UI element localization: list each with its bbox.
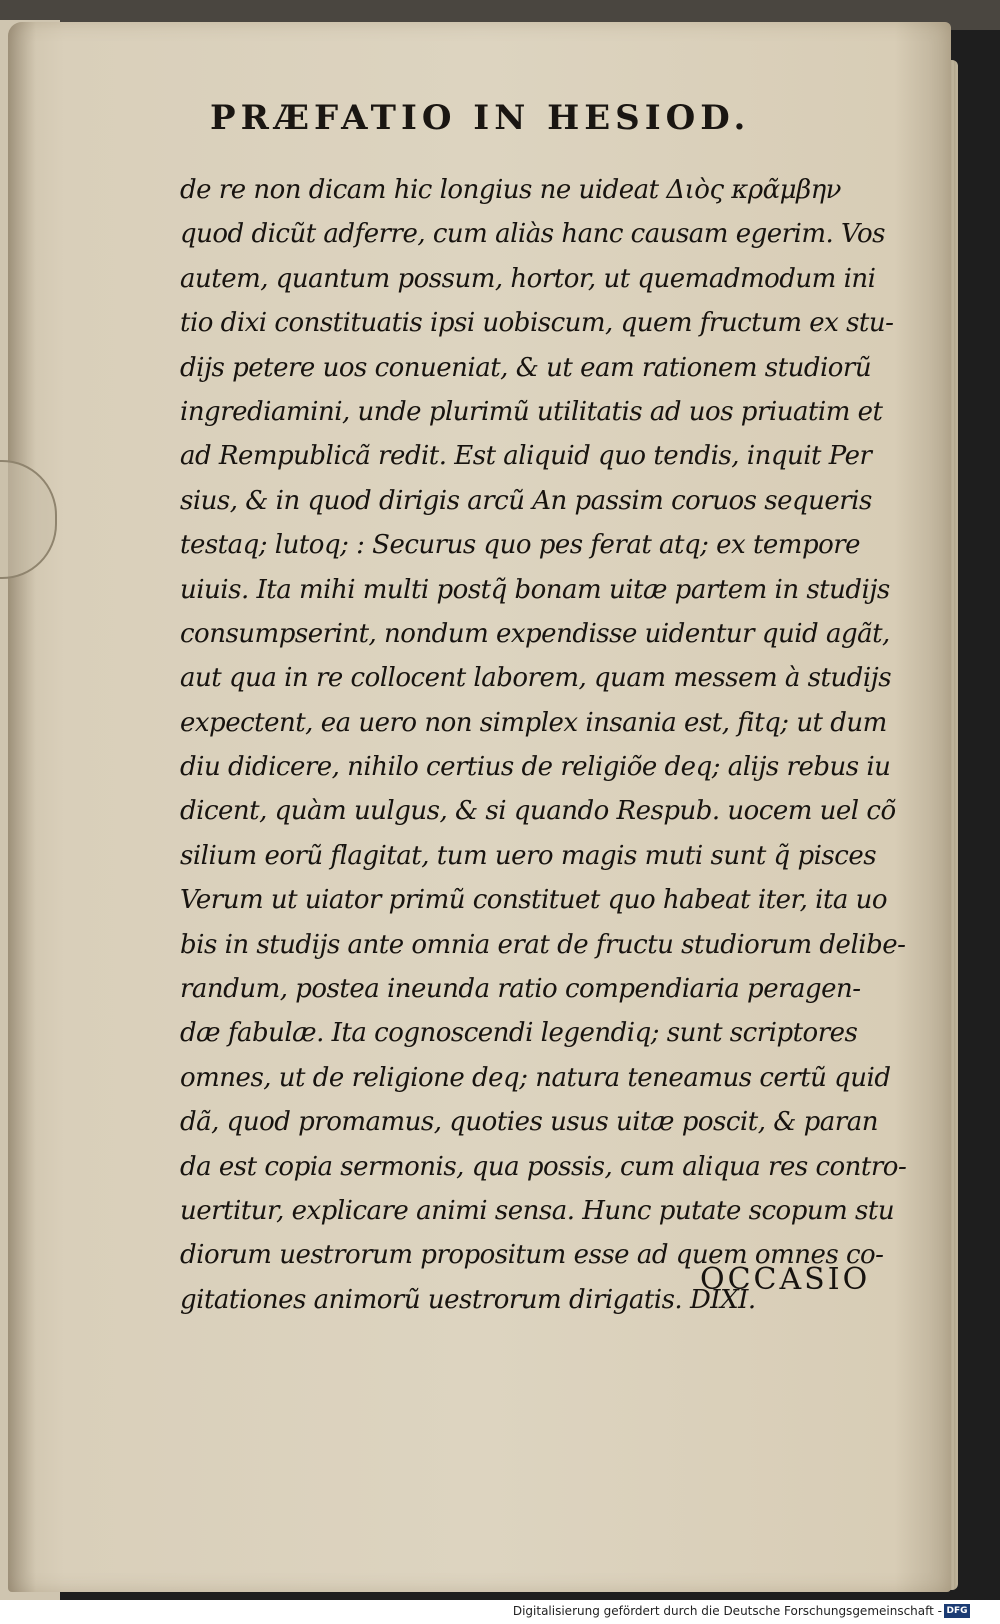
text-line: diu didicere, nihilo certius de religiõe deq; alijs rebus iu xyxy=(180,752,891,783)
text-line: da est copia sermonis, qua possis, cum aliqua res contro- xyxy=(180,1151,907,1182)
text-line: randum, postea ineunda ratio compendiaria peragen- xyxy=(180,974,861,1005)
text-line: ad Rempublicã redit. Est aliquid quo tendis, inquit Per xyxy=(180,441,872,472)
text-line: aut qua in re collocent laborem, quam messem à studijs xyxy=(180,663,892,694)
text-line: quod dicũt adferre, cum aliàs hanc causam egerim. Vos xyxy=(180,219,885,250)
text-line: uiuis. Ita mihi multi postq̃ bonam uitæ partem in studijs xyxy=(180,574,890,605)
text-block xyxy=(180,168,907,1322)
dfg-logo-icon: DFG xyxy=(944,1604,970,1618)
text-line: dã, quod promamus, quoties usus uitæ poscit, & paran xyxy=(180,1107,878,1138)
text-line: Verum ut uiator primũ constituet quo habeat iter, ita uo xyxy=(180,885,888,916)
text-line: omnes, ut de religione deq; natura teneamus certũ quid xyxy=(180,1062,891,1093)
text-line: sius, & in quod dirigis arcũ An passim coruos sequeris xyxy=(180,485,872,516)
text-line: testaq; lutoq; : Securus quo pes ferat atq; ex tempore xyxy=(180,530,861,561)
text-line: tio dixi constituatis ipsi uobiscum, quem fructum ex stu- xyxy=(180,308,894,339)
text-line: de re non dicam hic longius ne uideat Διὸς κρᾶμβην xyxy=(180,175,841,205)
running-head: PRÆFATIO IN HESIOD. xyxy=(210,98,751,138)
catchword: OCCASIO xyxy=(700,1262,871,1297)
text-line: silium eorũ flagitat, tum uero magis muti sunt q̃ pisces xyxy=(180,840,877,871)
text-line: gitationes animorũ uestrorum dirigatis. DIXI. xyxy=(180,1284,756,1315)
text-line: uertitur, explicare animi sensa. Hunc putate scopum stu xyxy=(180,1195,895,1226)
text-line: diorum uestrorum propositum esse ad quem omnes co- xyxy=(180,1240,884,1271)
text-line: autem, quantum possum, hortor, ut quemadmodum ini xyxy=(180,263,876,294)
text-line: consumpserint, nondum expendisse uidentur quid agãt, xyxy=(180,618,890,649)
text-line: expectent, ea uero non simplex insania est, fitq; ut dum xyxy=(180,707,887,738)
text-line: bis in studijs ante omnia erat de fructu studiorum delibe- xyxy=(180,929,906,960)
text-line: dicent, quàm uulgus, & si quando Respub. uocem uel cõ xyxy=(180,796,896,827)
text-line: dijs petere uos conueniat, & ut eam rationem studiorũ xyxy=(180,352,872,383)
text-line: dæ fabulæ. Ita cognoscendi legendiq; sunt scriptores xyxy=(180,1018,858,1049)
gutter-shadow xyxy=(8,22,36,1592)
text-line: ingrediamini, unde plurimũ utilitatis ad uos priuatim et xyxy=(180,396,883,427)
digitization-credit: Digitalisierung gefördert durch die Deutsche Forschungsgemeinschaft - xyxy=(512,1604,942,1618)
